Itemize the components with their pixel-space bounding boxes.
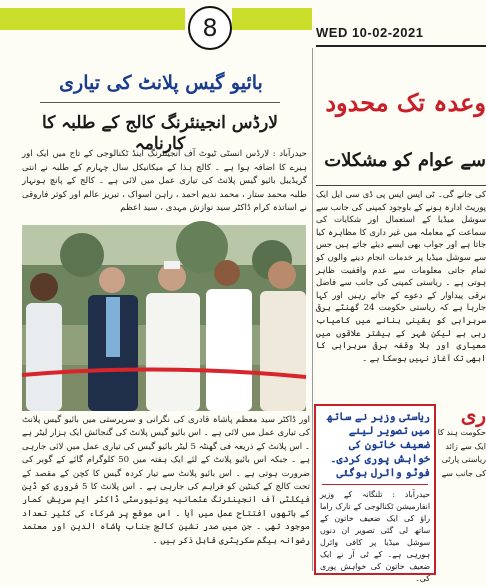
edge-column <box>436 404 486 571</box>
edge-headline: ری <box>460 403 486 427</box>
masthead-bar <box>0 0 486 50</box>
masthead-color-band-right <box>232 8 312 30</box>
column-divider <box>312 48 313 571</box>
ribbon-cutting-photo <box>22 225 306 411</box>
dateline-rule <box>316 45 486 47</box>
main-subheadline: لارڈس انجینئرنگ کالج کے طلبہ کا کارنامہ <box>42 113 278 154</box>
main-body-bottom: اور ڈاکٹر سید معظم پاشاہ قادری کی نگرانی و سرپرستی میں بائیو گیس پلانٹ کی تیاری عمل میں لائی ہے ۔ اس بائیو گیس پلانٹ کی گنجائش ایک ہزار لیٹر ہے ۔ اس پلانٹ کے ذریعہ فی گھنٹہ 5 لیٹر بائیو گیس کی تیاری عمل میں لائی جارہی ہے ۔ جبکہ اس بائیو پلانٹ کے لئے ایک ہفتہ میں 50 کلوگرام گائے کے گوبر کی ضرورت ہوتی ہے ۔ اس بائیو پلانٹ سے تیار کردہ گیس کا کچن کے مقصد کے تحت کالج کے کینٹین کو فراہم کی جارہی ہے ۔ اس پلانٹ کا 5 فروری کو ڈین فیکلٹی آف انجینئرنگ عثمانیہ یونیورسٹی ڈاکٹر ایم سریش کمار کے ہاتھوں افتتاح عمل میں آیا ۔ اس موقع پر شرکاء کی کثیر تعداد موجود تھی ۔ جن میں صدر نشین کالج جناب پاشاہ الدین اور معتمد رضوانہ بیگم سکریٹری قابل ذکر ہیں ۔ <box>22 415 310 546</box>
main-body-top: حیدرآباد : لارڈس انسٹی ٹیوٹ آف انجینئرنگ اینڈ ٹکنالوجی کے تاج میں ایک اور ہیرے کا اضافہ ہوا ہے ۔ کالج ہذا کے میکانیکل سال چہارم کے طلبہ نے انتی گریڈیبل بائیو گیس پلانٹ کی تیاری عمل میں لائی ہے ۔ کالج کے پانچ ہونہار طلبہ محمد ستار ، محمد ندیم احمد ، راہن اسواک ، تبریز عالم اور کوثر فاروقی نے اساتذہ کرام ڈاکٹر سید نوازش مہدی ، سید اعظم <box>22 149 307 213</box>
edge-body: حکومت ہند کا ایک سے زائد ریاستی پارٹی کی جانب سے <box>437 428 486 478</box>
right-body: کی جانے گی۔ ٹی ایس ایس پی ڈی سی ایل ایک پوریٹ ادارہ ہونے کے باوجود کمپنی کی جانب سے سوشل میڈیا کے استعمال اور شکایات کی سماعت کے معاملہ میں غیر داری کا مظاہرہ کیا جاتا ہے اور جواب بھی ایسے دیئے جاتے ہیں جس سے سوشل میڈیا پر خدمات انجام دینے والوں کو تمام جاتی معلومات سے عدم واقفیت ظاہر ہوتی ہے ۔ ریاستی کمپنی کی جانب سے فاضل برقی پیداوار کے دعوے کے جاتے رہیں اور کہا جارہا ہے کہ ریاستی حکومت 24 گھنٹے برقی سربراہی کو یقینی بنانے میں کامیاب رہی ہے لیکن شہر کے بیشتر علاقوں میں معیاری اور بلا وقفہ برقی سربراہی کا ابھی تک آغاز نہیں ہوسکا ہے ۔ <box>316 189 486 363</box>
headline-divider <box>40 102 280 103</box>
right-headline: وعدہ تک محدود <box>325 88 486 117</box>
main-headline: بائیو گیس پلانٹ کی تیاری <box>59 72 263 94</box>
boxed-rule <box>322 484 428 485</box>
boxed-body: حیدرآباد : تلنگانہ کے وزیر انفارمیشن ٹکنالوجی کے تارک راما راؤ کی ایک ضعیف خاتون کے ساتھ لی گئی تصویر ان دنوں سوشل میڈیا پر کافی وائرل ہورہی ہے۔ کے ٹی آر نے ایک ضعیف خاتون کی خواہش پوری کی۔ <box>320 490 430 583</box>
boxed-article <box>314 404 436 583</box>
right-subheadline: سے عوام کو مشکلات <box>324 150 486 171</box>
masthead-color-band-left <box>0 8 185 30</box>
dateline: WED 10-02-2021 <box>316 25 424 40</box>
page-number: 8 <box>188 6 232 50</box>
right-headline-rule <box>316 185 486 186</box>
boxed-headline: ریاستی وزیر نے ساتھ میں تصویر لینے ضعیف خاتون کی خواہش پوری کردی۔ فوٹو وائرل ہوگئی <box>326 411 430 479</box>
